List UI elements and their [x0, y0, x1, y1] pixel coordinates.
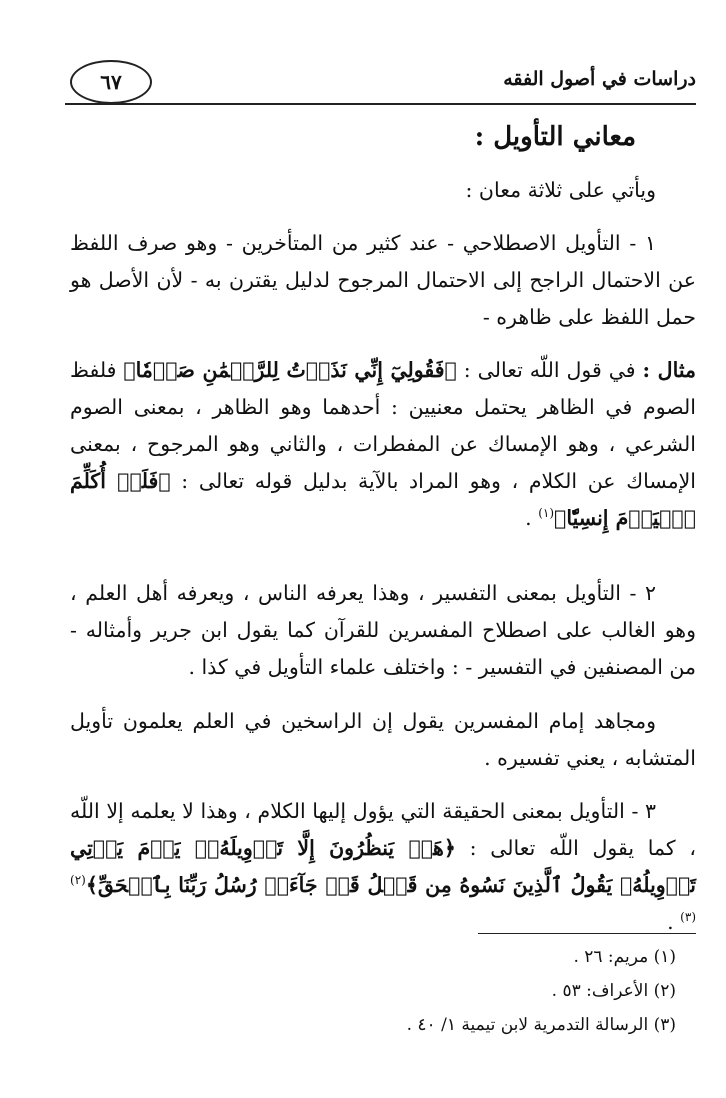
- header-divider: [65, 103, 696, 105]
- page-number: [70, 60, 152, 104]
- intro-text: ويأتي على ثلاثة معان :: [465, 178, 656, 202]
- example-text-middle: فلفظ الصوم في الظاهر يحتمل معنيين : أحدهما وهو الظاهر ، بمعنى الصوم الشرعي ، وهو الإمساك عن المفطرات ، والثاني وهو المرجوح ، بمعنى الإمساك عن الكلام ، وهو المراد بالآية بدليل قوله تعالى :: [70, 358, 696, 493]
- example-text-end: .: [525, 506, 539, 530]
- item2-text: ٢ - التأويل بمعنى التفسير ، وهذا يعرفه الناس ، ويعرفه أهل العلم ، وهو الغالب على اصطلاح المفسرين للقرآن كما يقول ابن جرير وأمثاله - من المصنفين في التفسير - : واختلف علماء التأويل في كذا .: [70, 581, 696, 679]
- example-label: مثال :: [642, 358, 696, 382]
- item3-text-before: ٣ - التأويل بمعنى الحقيقة التي يؤول إليها الكلام ، وهذا لا يعلمه إلا اللّه ، كما يقول اللّه تعالى :: [70, 799, 697, 860]
- intro-paragraph: [70, 172, 656, 209]
- footnotes: [407, 940, 676, 1042]
- quran-verse-araf: ﴿هَلۡ يَنظُرُونَ إِلَّا تَأۡوِيلَهُۥۚ يَوۡمَ يَأۡتِي تَأۡوِيلُهُۥ يَقُولُ ٱلَّذِينَ نَسُوهُ مِن قَبۡلُ قَدۡ جَآءَتۡ رُسُلُ رَبِّنَا بِٱلۡحَقِّ﴾: [70, 836, 696, 897]
- page-number-text: ٦٧: [100, 70, 122, 94]
- paragraph-mujahid: [70, 703, 696, 777]
- footnote-divider: [478, 933, 696, 934]
- quran-verse-maryam: ﴿فَقُولِيٓ إِنِّي نَذَرۡتُ لِلرَّحۡمَٰنِ صَوۡمٗا﴾: [123, 358, 457, 382]
- section-heading: معاني التأويل :: [474, 122, 636, 152]
- footnote-3: (٣) الرسالة التدمرية لابن تيمية ١/ ٤٠ .: [406, 1015, 676, 1035]
- footnote-1: (١) مريم: ٢٦ .: [573, 947, 676, 967]
- paragraph-item-3: [70, 793, 696, 941]
- example-text-before: في قول اللّه تعالى :: [456, 358, 643, 382]
- paragraph-item-2: [70, 575, 696, 686]
- footnote-2: (٢) الأعراف: ٥٣ .: [551, 981, 676, 1001]
- mujahid-text: ومجاهد إمام المفسرين يقول إن الراسخين في العلم يعلمون تأويل المتشابه ، يعني تفسيره .: [70, 709, 696, 770]
- item3-text-end: .: [667, 910, 681, 934]
- running-header-title: دراسات في أصول الفقه: [503, 68, 696, 90]
- quran-verse-insiyya: ﴿فَلَنۡ أُكَلِّمَ ٱلۡيَوۡمَ إِنسِيّٗا﴾: [70, 469, 696, 530]
- footnote-ref-1: (١): [538, 506, 555, 521]
- footnote-ref-2-3: (٢)(٣): [70, 873, 696, 925]
- item1-text: ١ - التأويل الاصطلاحي - عند كثير من المتأخرين - وهو صرف اللفظ عن الاحتمال الراجح إلى الاحتمال المرجوح لدليل يقترن به - لأن الأصل هو حمل اللفظ على ظاهره -: [70, 231, 696, 329]
- paragraph-item-1: [70, 225, 696, 336]
- example-paragraph: [70, 352, 696, 537]
